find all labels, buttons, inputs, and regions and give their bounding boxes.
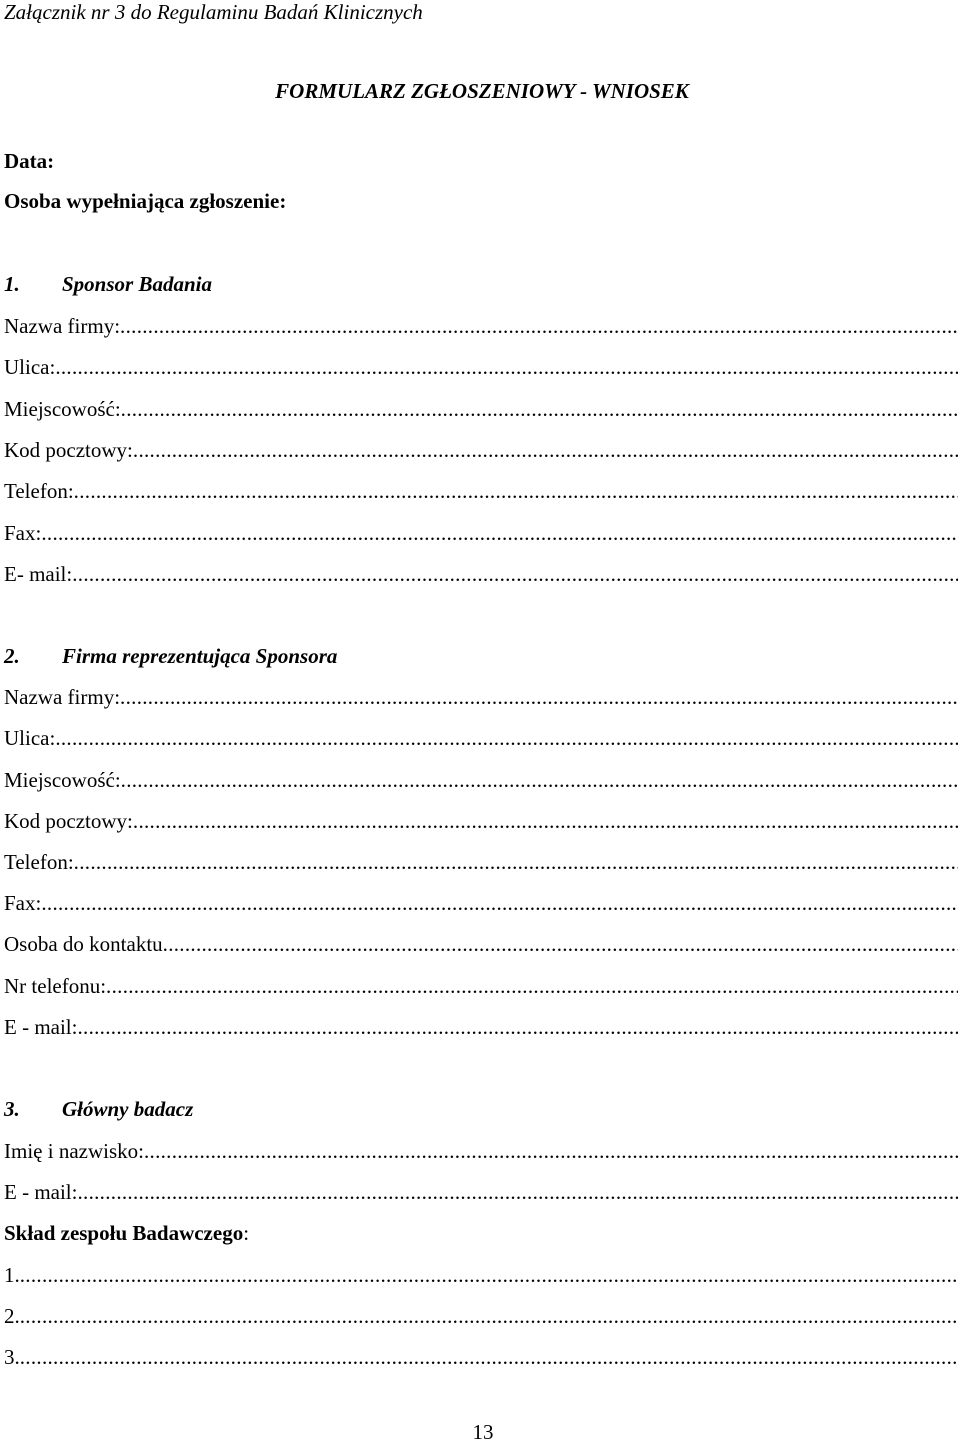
section-2-heading (4, 643, 337, 669)
field-label: Miejscowość: (4, 768, 121, 792)
field-label: Imię i nazwisko: (4, 1139, 144, 1163)
fill-in-line (121, 767, 958, 793)
field-label: Ulica: (4, 726, 56, 750)
section-1-title: Sponsor Badania (62, 272, 212, 296)
attachment-note: Załącznik nr 3 do Regulaminu Badań Klinicznych (4, 0, 423, 24)
field-label: Fax: (4, 891, 42, 915)
fill-in-line (133, 437, 958, 463)
principal-investigator-name-field[interactable] (4, 1138, 958, 1164)
field-label: Fax: (4, 521, 42, 545)
sponsor-postal-code-field[interactable] (4, 437, 958, 463)
representative-city-field[interactable] (4, 767, 958, 793)
fill-in-line (77, 1179, 958, 1205)
field-label: Kod pocztowy: (4, 438, 133, 462)
research-team-heading-text: Skład zespołu Badawczego (4, 1221, 244, 1245)
page-number: 13 (472, 1420, 494, 1444)
field-label: 2. (4, 1304, 20, 1328)
sponsor-email-field[interactable] (4, 561, 958, 587)
fill-in-line (120, 684, 958, 710)
section-1-heading (4, 271, 212, 297)
fill-in-line (20, 1344, 958, 1370)
representative-company-name-field[interactable] (4, 684, 958, 710)
field-label: Kod pocztowy: (4, 809, 133, 833)
contact-phone-field[interactable] (4, 973, 958, 999)
fill-in-line (74, 478, 958, 504)
section-2-title: Firma reprezentująca Sponsora (62, 644, 338, 668)
filler-label: Osoba wypełniająca zgłoszenie: (4, 189, 287, 213)
field-label: E- mail: (4, 562, 73, 586)
representative-postal-code-field[interactable] (4, 808, 958, 834)
field-label: 3. (4, 1345, 20, 1369)
team-member-1-field[interactable] (4, 1262, 958, 1288)
field-label: Ulica: (4, 355, 56, 379)
principal-investigator-email-field[interactable] (4, 1179, 958, 1205)
field-label: Miejscowość: (4, 397, 121, 421)
sponsor-city-field[interactable] (4, 396, 958, 422)
sponsor-company-name-field[interactable] (4, 313, 958, 339)
fill-in-line (41, 890, 958, 916)
contact-person-field[interactable] (4, 931, 958, 957)
fill-in-line (74, 849, 958, 875)
sponsor-phone-field[interactable] (4, 478, 958, 504)
fill-in-line (163, 931, 958, 957)
fill-in-line (144, 1138, 958, 1164)
section-1-number: 1. (4, 272, 20, 296)
field-label: Nr telefonu: (4, 974, 107, 998)
field-label: E - mail: (4, 1015, 78, 1039)
field-label: E - mail: (4, 1180, 78, 1204)
date-label: Data: (4, 149, 55, 173)
field-label: Telefon: (4, 850, 74, 874)
representative-phone-field[interactable] (4, 849, 958, 875)
fill-in-line (20, 1303, 958, 1329)
team-member-3-field[interactable] (4, 1344, 958, 1370)
fill-in-line (133, 808, 958, 834)
fill-in-line (77, 1014, 958, 1040)
contact-email-field[interactable] (4, 1014, 958, 1040)
team-member-2-field[interactable] (4, 1303, 958, 1329)
fill-in-line (20, 1262, 958, 1288)
representative-fax-field[interactable] (4, 890, 958, 916)
research-team-heading (4, 1220, 249, 1246)
fill-in-line (120, 313, 958, 339)
sponsor-street-field[interactable] (4, 354, 958, 380)
field-label: Nazwa firmy: (4, 685, 121, 709)
fill-in-line (121, 396, 958, 422)
field-label: Osoba do kontaktu (4, 932, 163, 956)
fill-in-line (106, 973, 958, 999)
section-3-number: 3. (4, 1097, 20, 1121)
fill-in-line (55, 354, 958, 380)
fill-in-line (55, 725, 958, 751)
section-3-heading (4, 1096, 193, 1122)
field-label: Telefon: (4, 479, 74, 503)
field-label: Nazwa firmy: (4, 314, 121, 338)
section-3-title: Główny badacz (62, 1097, 194, 1121)
form-title: FORMULARZ ZGŁOSZENIOWY - WNIOSEK (275, 79, 689, 103)
sponsor-fax-field[interactable] (4, 520, 958, 546)
section-2-number: 2. (4, 644, 20, 668)
fill-in-line (72, 561, 958, 587)
research-team-heading-colon: : (243, 1221, 250, 1245)
field-label: 1. (4, 1263, 20, 1287)
fill-in-line (41, 520, 958, 546)
representative-street-field[interactable] (4, 725, 958, 751)
